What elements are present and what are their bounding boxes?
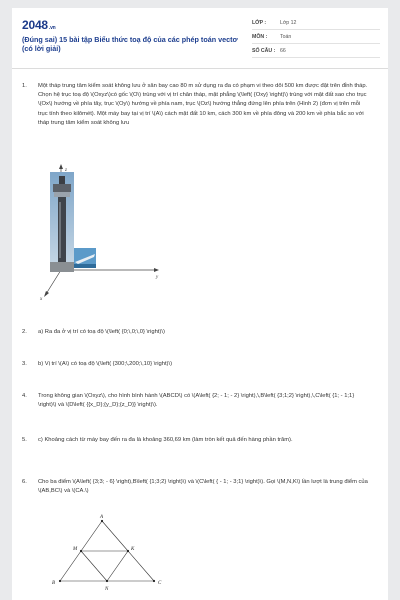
- question-text: Trong không gian \(Oxyz\), cho hình bình hành \(ABCD\) có \(A\left( {2; - 1; - 2} \right),\,B\left( {3;1;2} \right),\,C\left( {1; - 1;1} \right)\) và \(D\left( {{x_D};{y_D};{z_D}} \right)\).: [38, 393, 355, 409]
- document-page: [12, 8, 388, 600]
- meta-value: Lớp 12: [280, 19, 297, 26]
- meta-row-subject: [252, 30, 380, 44]
- header-divider: [12, 68, 388, 69]
- label-m: M: [73, 547, 78, 552]
- x-axis-arrow: [44, 291, 49, 297]
- question-6: [22, 478, 378, 504]
- triangle-svg: [46, 513, 176, 593]
- point-k: [127, 550, 129, 552]
- meta-value: 66: [280, 47, 286, 54]
- tower-cab: [53, 184, 71, 192]
- document-meta: [252, 16, 380, 58]
- question-number: 5.: [22, 437, 27, 443]
- triangle-figure: [46, 513, 176, 593]
- z-axis-label: z: [65, 168, 67, 173]
- y-axis-label: y: [156, 275, 159, 280]
- point-n: [106, 580, 108, 582]
- logo-text: 2048: [22, 18, 48, 32]
- question-text: Một tháp trung tâm kiểm soát không lưu ở sân bay cao 80 m sử dụng ra đa có phạm vi theo dõi 500 km được đặt trên đỉnh tháp. Chọn hệ trục toạ độ \(Oxyz\)có gốc \(O\) trùng với vị trí chân tháp, mặt phẳng \(\left( {Oxy} \right)\) trùng với mặt đất sao cho trục \(Ox\) hướng về phía tây, trục \(Oy\) hướng về phía nam, trục \(Oz\) hướng thẳng đứng lên phía trên (Hình 2) (đơn vị trên mỗi trục tính theo kilômét). Một máy bay tại vị trí \(A\) cách mặt đất 10 km, cách 300 km về phía đông và 200 km về phía bắc so với tháp trung tâm kiểm soát không lưu: [38, 83, 368, 126]
- page-header: [12, 8, 388, 64]
- point-a: [101, 520, 103, 522]
- tower-antenna: [59, 176, 65, 184]
- point-c: [153, 580, 155, 582]
- point-b: [59, 580, 61, 582]
- meta-row-count: [252, 44, 380, 58]
- label-n: N: [105, 587, 109, 592]
- x-axis: [46, 270, 61, 294]
- site-logo[interactable]: [22, 18, 56, 32]
- question-text: a) Ra đa ở vị trí có toạ độ \(\left( {0;\,0;\,0} \right)\): [38, 329, 165, 335]
- tower-base: [50, 262, 74, 272]
- label-c: C: [158, 581, 162, 586]
- meta-value: Toán: [280, 33, 292, 40]
- airplane-photo-ground: [74, 264, 96, 268]
- question-text: b) Vị trí \(A\) có toạ độ \(\left( {300;\,200;\,10} \right)\): [38, 361, 173, 367]
- question-3: [22, 360, 378, 372]
- meta-key: LỚP :: [252, 19, 267, 26]
- tower-axes-figure: [38, 158, 178, 318]
- tower-shaft-highlight: [59, 202, 61, 258]
- tower-axes-svg: [38, 158, 178, 318]
- meta-key: SỐ CÂU :: [252, 47, 276, 54]
- z-axis-arrow: [59, 164, 63, 169]
- label-a: A: [100, 515, 104, 520]
- meta-key: MÔN :: [252, 33, 268, 40]
- question-5: [22, 436, 378, 458]
- question-number: 3.: [22, 361, 27, 367]
- point-m: [80, 550, 82, 552]
- question-number: 2.: [22, 329, 27, 335]
- question-2: [22, 328, 378, 340]
- y-axis-arrow: [154, 268, 159, 272]
- label-k: K: [131, 547, 135, 552]
- question-4: [22, 392, 378, 422]
- document-title: (Đúng sai) 15 bài tập Biểu thức toạ độ của các phép toán vectơ (có lời giải): [22, 35, 238, 53]
- question-number: 6.: [22, 479, 27, 485]
- question-number: 4.: [22, 393, 27, 399]
- label-b: B: [52, 581, 56, 586]
- tower-cab-base: [54, 192, 70, 197]
- edge-mn: [81, 551, 107, 581]
- meta-row-class: [252, 16, 380, 30]
- edge-kn: [107, 551, 128, 581]
- logo-suffix: .vn: [48, 25, 56, 31]
- question-number: 1.: [22, 83, 27, 89]
- question-1: [22, 82, 378, 142]
- x-axis-label: x: [40, 297, 43, 302]
- question-text: c) Khoảng cách từ máy bay đến ra đa là khoảng 360,69 km (làm tròn kết quả đến hàng phần trăm).: [38, 437, 293, 443]
- question-text: Cho ba điểm \(A\left( {3;3; - 6} \right),B\left( {1;3;2} \right)\) và \(C\left( { - 1; - 3;1} \right)\). Gọi \(M,N,K\) lần lượt là trung điểm của \(AB,BC\) và \(CA.\): [38, 479, 368, 495]
